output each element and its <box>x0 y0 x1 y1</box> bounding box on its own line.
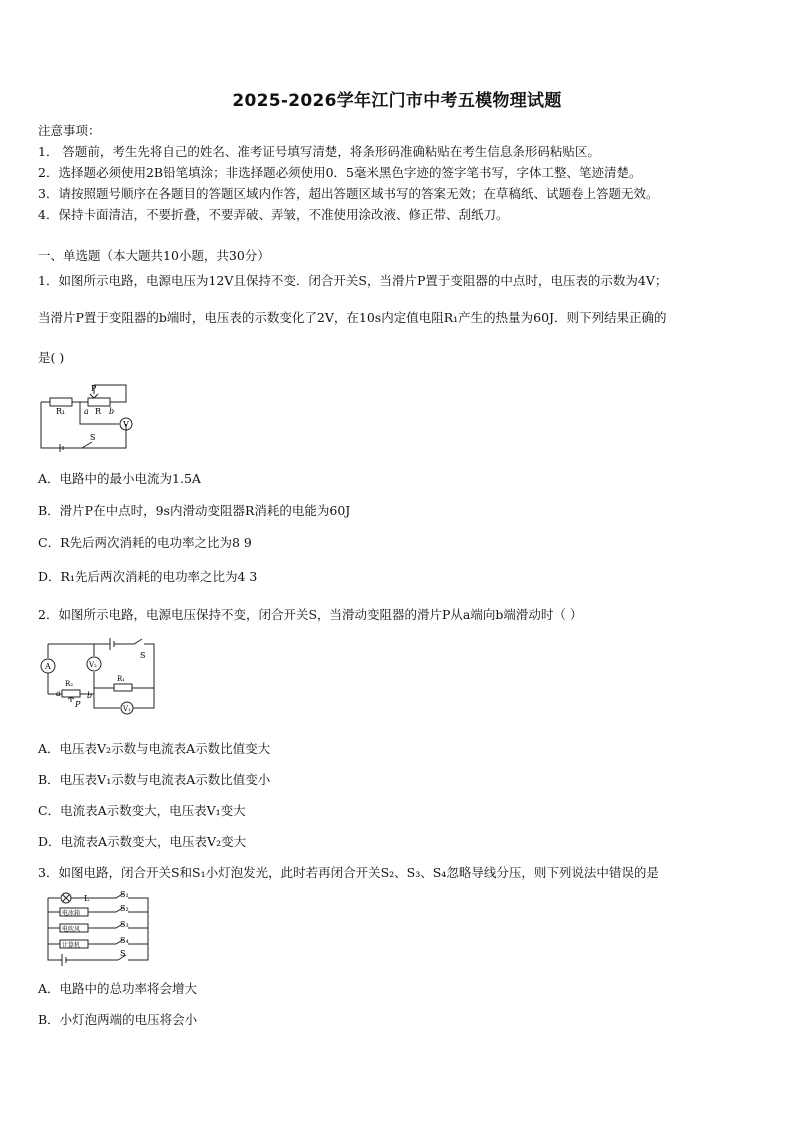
q3-fig-label-s4: S₄ <box>120 936 129 945</box>
q2-option-a[interactable]: A．电压表V₂示数与电流表A示数比值变大 <box>38 741 271 756</box>
q2-fig-label-p: P <box>75 700 81 709</box>
q2-fig-label-ammeter: A <box>45 662 51 671</box>
q1-option-c[interactable]: C．R先后两次消耗的电功率之比为8 9 <box>38 535 252 550</box>
q3-stem: 3．如图电路，闭合开关S和S₁小灯泡发光，此时若再闭合开关S₂、S₃、S₄忽略导线分压，则下列说法中错误的是 <box>38 865 659 880</box>
q3-fig-label-s1: S₁ <box>120 890 129 899</box>
notice-item-2: 2．选择题必须使用2B铅笔填涂；非选择题必须使用0．5毫米黑色字迹的签字笔书写，字体工整、笔迹清楚。 <box>38 165 642 180</box>
q1-stem-line1: 1．如图所示电路，电源电压为12V且保持不变．闭合开关S，当滑片P置于变阻器的中点时，电压表的示数为4V； <box>38 273 668 288</box>
q1-stem-line3: 是( ) <box>38 350 65 365</box>
q2-fig-label-r2: R₂ <box>65 680 74 688</box>
q3-option-a[interactable]: A．电路中的总功率将会增大 <box>38 981 198 996</box>
q2-circuit-diagram <box>38 636 160 718</box>
q1-option-a[interactable]: A．电路中的最小电流为1.5A <box>38 471 201 486</box>
q1-fig-label-a: a <box>84 407 89 416</box>
q3-fig-label-fridge: 电冰箱 <box>62 910 81 917</box>
q1-fig-label-p: P <box>91 384 97 393</box>
q2-fig-label-r1: R₁ <box>117 675 126 683</box>
q2-fig-label-v2: V₂ <box>89 661 97 669</box>
notice-item-3: 3．请按照题号顺序在各题目的答题区域内作答，超出答题区域书写的答案无效；在草稿纸、试题卷上答题无效。 <box>38 186 659 201</box>
q2-option-d[interactable]: D．电流表A示数变大，电压表V₂变大 <box>38 834 247 849</box>
q1-stem-line2: 当滑片P置于变阻器的b端时，电压表的示数变化了2V，在10s内定值电阻R₁产生的热量为60J．则下列结果正确的 <box>38 310 667 325</box>
q3-circuit-diagram <box>38 890 156 966</box>
notice-item-1: 1． 答题前，考生先将自己的姓名、准考证号填写清楚，将条形码准确粘贴在考生信息条形码粘贴区。 <box>38 144 600 159</box>
q2-fig-label-a: a <box>56 689 61 698</box>
q2-fig-label-b: b <box>87 691 93 700</box>
q3-fig-label-s: S <box>120 949 126 958</box>
q1-fig-label-r1: R₁ <box>56 407 66 416</box>
q3-fig-label-computer: 计算机 <box>62 942 81 949</box>
q2-fig-label-v1: V₁ <box>123 705 131 713</box>
q1-fig-label-r: R <box>95 407 102 416</box>
q1-fig-label-s: S <box>90 433 96 442</box>
q3-fig-label-s3: S₃ <box>120 920 129 929</box>
q3-fig-label-l: L <box>84 894 90 903</box>
q1-fig-label-b: b <box>109 407 115 416</box>
q3-fig-label-hairdryer: 电吹风 <box>62 926 81 933</box>
q1-circuit-diagram <box>38 380 134 452</box>
q2-option-c[interactable]: C．电流表A示数变大，电压表V₁变大 <box>38 803 246 818</box>
q2-stem: 2．如图所示电路，电源电压保持不变，闭合开关S，当滑动变阻器的滑片P从a端向b端滑动时（ ） <box>38 607 583 622</box>
q3-option-b[interactable]: B．小灯泡两端的电压将会小 <box>38 1012 198 1027</box>
notice-heading: 注意事项： <box>38 123 101 138</box>
q2-fig-label-s: S <box>140 651 146 660</box>
q2-option-b[interactable]: B．电压表V₁示数与电流表A示数比值变小 <box>38 772 271 787</box>
q1-option-d[interactable]: D．R₁先后两次消耗的电功率之比为4 3 <box>38 569 258 584</box>
exam-title: 2025-2026学年江门市中考五模物理试题 <box>232 91 562 111</box>
q1-option-b[interactable]: B．滑片P在中点时，9s内滑动变阻器R消耗的电能为60J <box>38 503 351 518</box>
section-heading: 一、单选题（本大题共10小题，共30分） <box>38 248 270 263</box>
notice-item-4: 4．保持卡面清洁，不要折叠，不要弄破、弄皱，不准使用涂改液、修正带、刮纸刀。 <box>38 207 509 222</box>
q1-fig-label-v: V <box>123 420 129 429</box>
q3-fig-label-s2: S₂ <box>120 904 129 913</box>
